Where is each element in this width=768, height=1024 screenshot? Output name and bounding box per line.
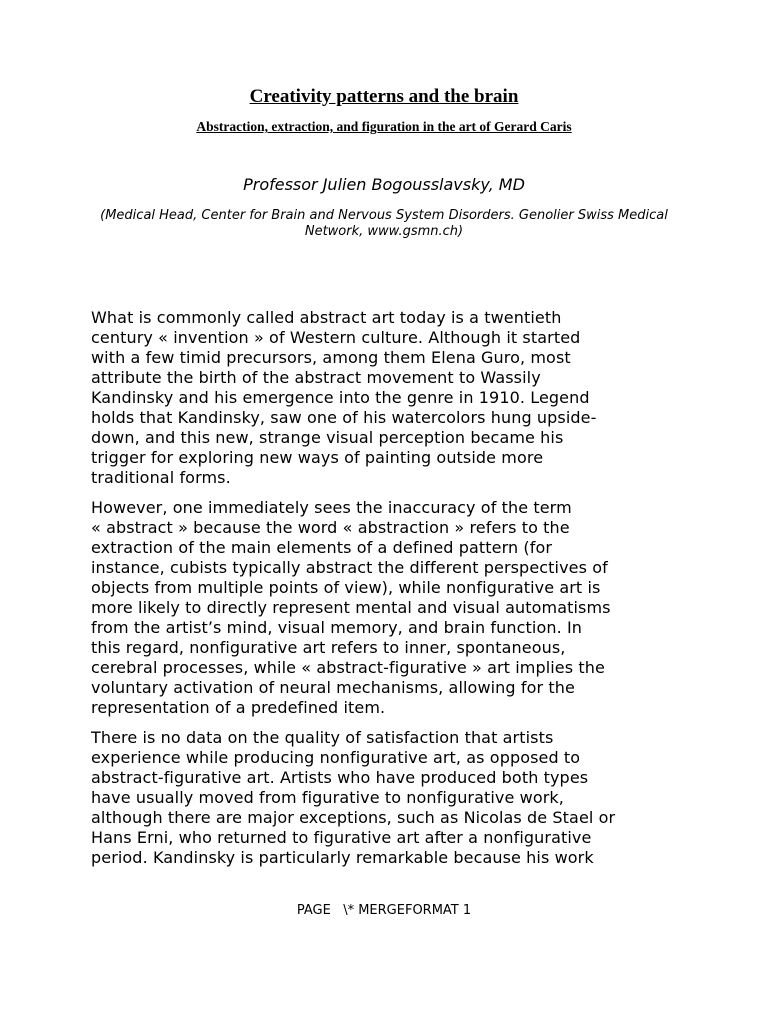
document-title: Creativity patterns and the brain: [249, 86, 519, 107]
page-footer: PAGE \* MERGEFORMAT 1: [296, 903, 472, 918]
author-affiliation: (Medical Head, Center for Brain and Nervous System Disorders. Genolier Swiss Medical Network, www.gsmn.ch): [100, 208, 668, 239]
paragraph-1: What is commonly called abstract art today is a twentieth century « invention » of Western culture. Although it started with a few timid precursors, among them Elena Guro, most attribute the birth of the abstract movement to Wassily Kandinsky and his emergence into the genre in 1910. Legend holds that Kandinsky, saw one of his watercolors hung upside- down, and this new, strange visual perception became his trigger for exploring new ways of painting outside more traditional forms.: [91, 308, 597, 487]
paragraph-2: However, one immediately sees the inaccuracy of the term « abstract » because the word « abstraction » refers to the extraction of the main elements of a defined pattern (for instance, cubists typically abstract the different perspectives of objects from multiple points of view), while nonfigurative art is more likely to directly represent mental and visual automatisms from the artist’s mind, visual memory, and brain function. In this regard, nonfigurative art refers to inner, spontaneous, cerebral processes, while « abstract-figurative » art implies the voluntary activation of neural mechanisms, allowing for the representation of a predefined item.: [91, 498, 611, 717]
document-subtitle: Abstraction, extraction, and figuration in the art of Gerard Caris: [196, 119, 572, 134]
author-name: Professor Julien Bogousslavsky, MD: [243, 175, 525, 194]
body-text: [91, 308, 683, 878]
paragraph-3: There is no data on the quality of satisfaction that artists experience while producing nonfigurative art, as opposed to abstract-figurative art. Artists who have produced both types have usually moved from figurative to nonfigurative work, although there are major exceptions, such as Nicolas de Stael or Hans Erni, who returned to figurative art after a nonfigurative period. Kandinsky is particularly remarkable because his work: [91, 728, 616, 867]
